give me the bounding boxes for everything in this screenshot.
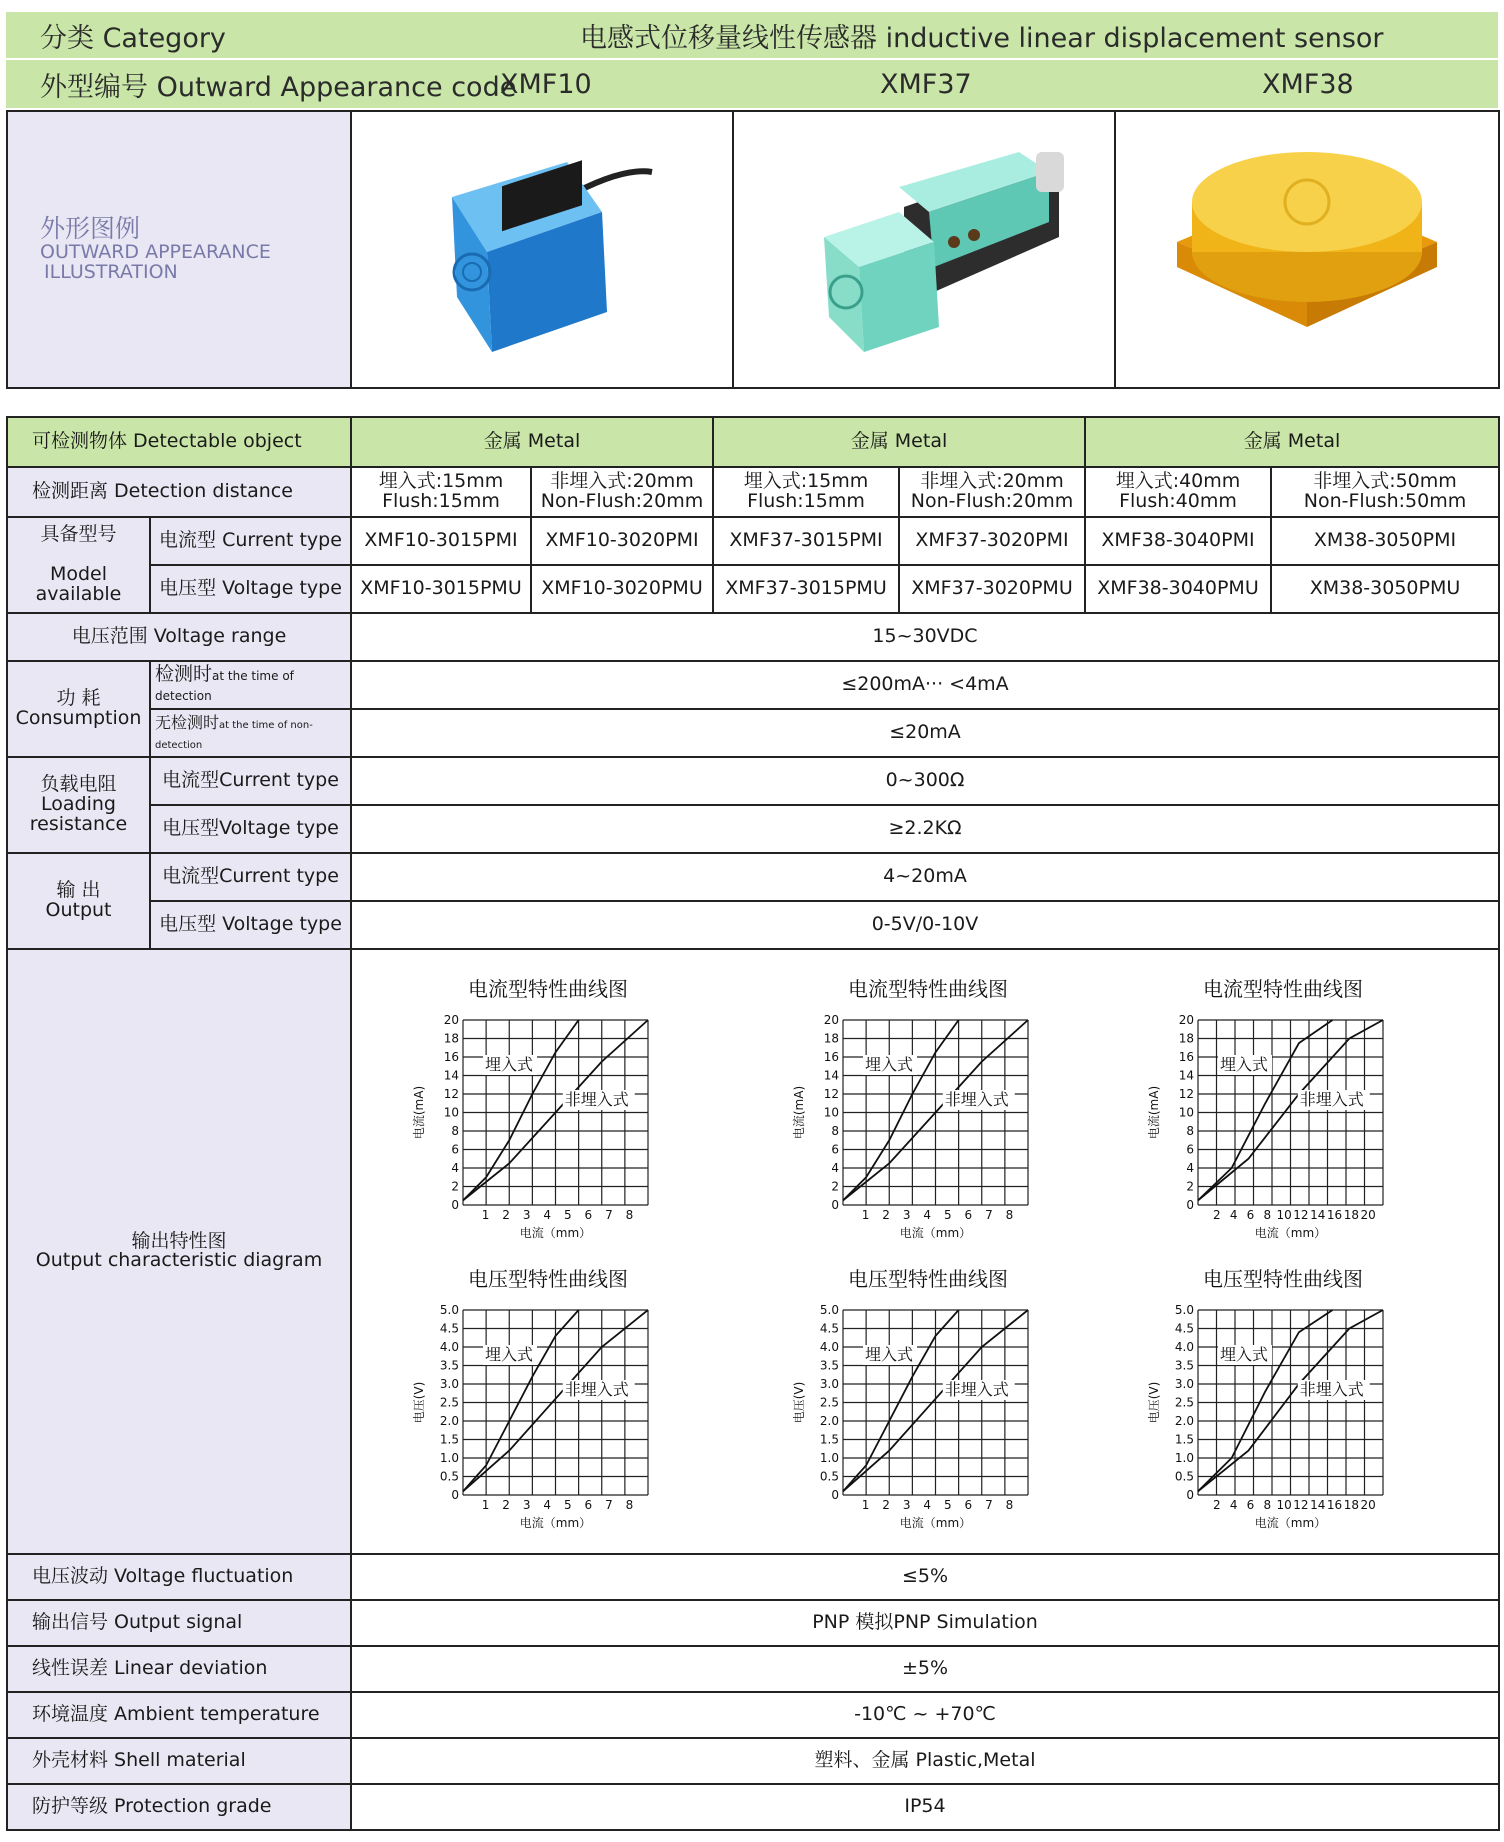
y-tick-label: 12 bbox=[1178, 1087, 1194, 1101]
y-tick-label: 1.0 bbox=[439, 1451, 459, 1465]
y-tick-label: 1.5 bbox=[439, 1432, 459, 1447]
x-tick-label: 3 bbox=[522, 1208, 531, 1222]
x-tick-label: 6 bbox=[584, 1498, 593, 1512]
diagram-en: Output characteristic diagram bbox=[35, 1249, 323, 1272]
distance-line1: 埋入式:15mm bbox=[743, 470, 869, 493]
signal-value: PNP 模拟PNP Simulation bbox=[351, 1600, 1499, 1646]
x-tick-label: 3 bbox=[522, 1498, 531, 1512]
current-model: XMF37-3015PMI bbox=[713, 517, 899, 565]
y-tick-label: 6 bbox=[1186, 1142, 1194, 1157]
model-label-cn: 具备型号 bbox=[40, 523, 117, 546]
consumption-cn: 功 耗 bbox=[56, 687, 101, 710]
x-tick-label: 18 bbox=[1343, 1208, 1360, 1222]
x-tick-label: 5 bbox=[563, 1498, 572, 1512]
appearance-table bbox=[6, 110, 1500, 389]
x-tick-label: 8 bbox=[625, 1498, 634, 1512]
y-tick-label: 18 bbox=[443, 1031, 459, 1046]
x-tick-label: 5 bbox=[943, 1208, 952, 1222]
output-current-value: 4~20mA bbox=[351, 853, 1499, 901]
loading-voltage-label: 电压型Voltage type bbox=[150, 805, 351, 853]
x-tick-label: 8 bbox=[625, 1208, 634, 1222]
spec-table bbox=[6, 416, 1500, 1831]
y-tick-label: 10 bbox=[823, 1105, 839, 1120]
series-label: 埋入式 bbox=[485, 1345, 534, 1364]
loading-en1: Loading bbox=[41, 793, 116, 816]
appearance-label-en2: ILLUSTRATION bbox=[44, 260, 178, 283]
x-tick-label: 6 bbox=[1246, 1208, 1255, 1222]
x-tick-label: 18 bbox=[1343, 1498, 1360, 1512]
grade-label: 防护等级 Protection grade bbox=[7, 1784, 351, 1830]
characteristic-charts bbox=[353, 950, 1497, 1548]
y-tick-label: 14 bbox=[823, 1068, 839, 1083]
chart-title: 电压型特性曲线图 bbox=[1203, 1267, 1363, 1291]
y-tick-label: 5.0 bbox=[1174, 1303, 1194, 1317]
linear-value: ±5% bbox=[351, 1646, 1499, 1692]
x-tick-label: 8 bbox=[1005, 1498, 1014, 1512]
chart-title: 电流型特性曲线图 bbox=[1203, 977, 1363, 1001]
flush-curve bbox=[1198, 1310, 1333, 1491]
fluctuation-value: ≤5% bbox=[351, 1554, 1499, 1600]
y-tick-label: 8 bbox=[1186, 1124, 1194, 1138]
y-tick-label: 3.5 bbox=[1174, 1358, 1194, 1373]
chart-title: 电压型特性曲线图 bbox=[848, 1267, 1008, 1291]
x-tick-label: 1 bbox=[861, 1208, 870, 1222]
y-tick-label: 16 bbox=[823, 1050, 839, 1064]
flush-curve bbox=[843, 1310, 959, 1491]
x-tick-label: 8 bbox=[1263, 1208, 1272, 1222]
y-tick-label: 20 bbox=[1178, 1013, 1194, 1027]
y-tick-label: 6 bbox=[831, 1142, 839, 1157]
consumption-en: Consumption bbox=[15, 707, 142, 729]
diagram-label bbox=[7, 949, 351, 1554]
x-tick-label: 7 bbox=[605, 1498, 613, 1512]
y-tick-label: 0.5 bbox=[819, 1469, 839, 1484]
distance-line1: 埋入式:40mm bbox=[1115, 470, 1241, 493]
shell-value: 塑料、金属 Plastic,Metal bbox=[351, 1738, 1499, 1784]
y-tick-label: 2.5 bbox=[819, 1395, 839, 1410]
x-tick-label: 5 bbox=[943, 1498, 952, 1512]
y-tick-label: 1.5 bbox=[819, 1432, 839, 1447]
flush-curve bbox=[463, 1310, 579, 1491]
model-available-label bbox=[7, 517, 150, 613]
diagram-area bbox=[351, 949, 1499, 1554]
output-voltage-value: 0-5V/0-10V bbox=[351, 901, 1499, 949]
x-tick-label: 1 bbox=[861, 1498, 870, 1512]
appearance-code-label: 外型编号 Outward Appearance code bbox=[40, 71, 517, 103]
distance-line2: Non-Flush:20mm bbox=[910, 490, 1074, 512]
loading-voltage-value: ≥2.2KΩ bbox=[351, 805, 1499, 853]
x-tick-label: 4 bbox=[923, 1208, 932, 1222]
consumption-label bbox=[7, 661, 150, 757]
x-tick-label: 12 bbox=[1293, 1498, 1309, 1512]
y-tick-label: 3.0 bbox=[819, 1377, 839, 1391]
distance-line2: Non-Flush:20mm bbox=[540, 490, 704, 512]
x-axis-label: 电流（mm） bbox=[519, 1516, 592, 1530]
current-model: XM38-3050PMI bbox=[1271, 517, 1499, 565]
loading-current-label: 电流型Current type bbox=[150, 757, 351, 805]
x-tick-label: 4 bbox=[543, 1498, 552, 1512]
y-tick-label: 10 bbox=[1178, 1105, 1194, 1120]
x-tick-label: 2 bbox=[882, 1498, 890, 1512]
y-tick-label: 0 bbox=[1186, 1488, 1194, 1502]
x-tick-label: 16 bbox=[1326, 1208, 1343, 1222]
loading-label bbox=[7, 757, 150, 853]
voltage-range-label: 电压范围 Voltage range bbox=[7, 613, 351, 661]
flush-curve bbox=[463, 1020, 579, 1200]
model-code-xmf37: XMF37 bbox=[880, 68, 972, 100]
voltage-model: XMF10-3015PMU bbox=[351, 565, 531, 613]
x-tick-label: 2 bbox=[1212, 1498, 1221, 1512]
current-model: XMF37-3020PMI bbox=[899, 517, 1085, 565]
y-tick-label: 8 bbox=[451, 1124, 459, 1138]
shell-label: 外壳材料 Shell material bbox=[7, 1738, 351, 1784]
category-value: 电感式位移量线性传感器 inductive linear displacement sensor bbox=[580, 22, 1384, 54]
x-tick-label: 6 bbox=[964, 1498, 973, 1512]
model-label-en: Model available bbox=[35, 563, 122, 605]
y-tick-label: 20 bbox=[823, 1013, 839, 1027]
y-tick-label: 0 bbox=[831, 1198, 839, 1212]
detect-label bbox=[150, 661, 351, 709]
x-tick-label: 3 bbox=[902, 1208, 911, 1222]
y-tick-label: 14 bbox=[443, 1068, 459, 1083]
x-tick-label: 6 bbox=[584, 1208, 593, 1222]
distance-line1: 非埋入式:20mm bbox=[920, 470, 1064, 493]
flush-curve bbox=[1198, 1020, 1333, 1200]
distance-cell bbox=[1085, 467, 1271, 517]
chart-title: 电压型特性曲线图 bbox=[468, 1267, 628, 1291]
appearance-label-cn: 外形图例 bbox=[40, 214, 141, 244]
y-tick-label: 0 bbox=[1186, 1198, 1194, 1212]
voltage-model: XMF38-3040PMU bbox=[1085, 565, 1271, 613]
y-axis-label: 电压(V) bbox=[1147, 1381, 1161, 1424]
y-tick-label: 2.5 bbox=[439, 1395, 459, 1410]
distance-cell bbox=[899, 467, 1085, 517]
chart-title: 电流型特性曲线图 bbox=[848, 977, 1008, 1001]
appearance-label bbox=[7, 111, 351, 388]
fluctuation-label: 电压波动 Voltage fluctuation bbox=[7, 1554, 351, 1600]
y-tick-label: 18 bbox=[1178, 1031, 1194, 1046]
y-tick-label: 6 bbox=[451, 1142, 459, 1157]
y-tick-label: 4.5 bbox=[439, 1321, 459, 1336]
y-tick-label: 2 bbox=[1186, 1179, 1194, 1194]
y-axis-label: 电压(V) bbox=[412, 1381, 426, 1424]
distance-line2: Non-Flush:50mm bbox=[1303, 490, 1467, 512]
detect-label-en: at the time of detection bbox=[155, 669, 294, 703]
x-tick-label: 6 bbox=[1246, 1498, 1255, 1512]
model-code-xmf10: XMF10 bbox=[500, 68, 592, 100]
xmf38-sensor-image bbox=[1157, 127, 1457, 367]
x-tick-label: 4 bbox=[1229, 1498, 1238, 1512]
y-tick-label: 1.5 bbox=[1174, 1432, 1194, 1447]
loading-current-value: 0~300Ω bbox=[351, 757, 1499, 805]
current-model: XMF10-3020PMI bbox=[531, 517, 713, 565]
detectable-label: 可检测物体 Detectable object bbox=[7, 417, 351, 467]
distance-line2: Flush:40mm bbox=[1119, 490, 1237, 512]
x-tick-label: 7 bbox=[985, 1498, 993, 1512]
y-tick-label: 3.5 bbox=[819, 1358, 839, 1373]
distance-line1: 非埋入式:50mm bbox=[1313, 470, 1457, 493]
series-label: 非埋入式 bbox=[1299, 1380, 1364, 1399]
y-tick-label: 4.5 bbox=[1174, 1321, 1194, 1336]
x-axis-label: 电流（mm） bbox=[519, 1226, 592, 1240]
series-label: 埋入式 bbox=[1220, 1055, 1269, 1074]
series-label: 埋入式 bbox=[865, 1345, 914, 1364]
output-label bbox=[7, 853, 150, 949]
nondetect-label bbox=[150, 709, 351, 757]
x-tick-label: 16 bbox=[1326, 1498, 1343, 1512]
y-tick-label: 12 bbox=[823, 1087, 839, 1101]
y-axis-label: 电流(mA) bbox=[792, 1085, 806, 1140]
y-tick-label: 2.0 bbox=[819, 1414, 839, 1428]
y-tick-label: 0.5 bbox=[439, 1469, 459, 1484]
y-tick-label: 3.0 bbox=[1174, 1377, 1194, 1391]
voltage-range-value: 15~30VDC bbox=[351, 613, 1499, 661]
nondetect-value: ≤20mA bbox=[351, 709, 1499, 757]
xmf37-illustration bbox=[733, 111, 1115, 388]
nondetect-label-cn: 无检测时 bbox=[155, 713, 220, 733]
detect-label-cn: 检测时 bbox=[155, 663, 213, 686]
distance-cell bbox=[713, 467, 899, 517]
y-axis-label: 电流(mA) bbox=[1147, 1085, 1161, 1140]
y-tick-label: 3.5 bbox=[439, 1358, 459, 1373]
x-axis-label: 电流（mm） bbox=[1254, 1226, 1327, 1240]
y-tick-label: 4.0 bbox=[439, 1340, 459, 1354]
y-tick-label: 0 bbox=[451, 1198, 459, 1212]
y-tick-label: 16 bbox=[443, 1050, 459, 1064]
x-axis-label: 电流（mm） bbox=[1254, 1516, 1327, 1530]
flush-curve bbox=[843, 1020, 959, 1200]
x-axis-label: 电流（mm） bbox=[899, 1516, 972, 1530]
y-tick-label: 0 bbox=[451, 1488, 459, 1502]
x-tick-label: 10 bbox=[1276, 1208, 1292, 1222]
x-tick-label: 4 bbox=[1229, 1208, 1238, 1222]
voltage-model: XMF37-3015PMU bbox=[713, 565, 899, 613]
voltage-model: XMF10-3020PMU bbox=[531, 565, 713, 613]
output-current-label: 电流型Current type bbox=[150, 853, 351, 901]
series-label: 非埋入式 bbox=[944, 1090, 1009, 1109]
y-tick-label: 2.5 bbox=[1174, 1395, 1194, 1410]
distance-line1: 非埋入式:20mm bbox=[550, 470, 694, 493]
xmf10-illustration bbox=[351, 111, 733, 388]
x-axis-label: 电流（mm） bbox=[899, 1226, 972, 1240]
x-tick-label: 20 bbox=[1360, 1498, 1376, 1512]
x-tick-label: 12 bbox=[1293, 1208, 1309, 1222]
x-tick-label: 3 bbox=[902, 1498, 911, 1512]
series-label: 非埋入式 bbox=[564, 1090, 629, 1109]
output-voltage-label: 电压型 Voltage type bbox=[150, 901, 351, 949]
series-label: 非埋入式 bbox=[1299, 1090, 1364, 1109]
distance-label: 检测距离 Detection distance bbox=[7, 467, 351, 517]
model-code-xmf38: XMF38 bbox=[1262, 68, 1354, 100]
y-tick-label: 4 bbox=[831, 1161, 839, 1175]
y-tick-label: 1.0 bbox=[1174, 1451, 1194, 1465]
grade-value: IP54 bbox=[351, 1784, 1499, 1830]
appearance-label-en1: OUTWARD APPEARANCE bbox=[40, 240, 271, 263]
series-label: 埋入式 bbox=[485, 1055, 534, 1074]
distance-line2: Flush:15mm bbox=[382, 490, 500, 512]
detectable-xmf38: 金属 Metal bbox=[1085, 417, 1499, 467]
y-tick-label: 0 bbox=[831, 1488, 839, 1502]
y-tick-label: 2.0 bbox=[439, 1414, 459, 1428]
y-tick-label: 12 bbox=[443, 1087, 459, 1101]
nondetect-label-en: at the time of non-detection bbox=[155, 720, 313, 751]
y-tick-label: 2 bbox=[451, 1179, 459, 1194]
diagram-cn: 输出特性图 bbox=[131, 1229, 227, 1252]
y-tick-label: 4 bbox=[451, 1161, 459, 1175]
x-tick-label: 1 bbox=[481, 1208, 490, 1222]
y-tick-label: 0.5 bbox=[1174, 1469, 1194, 1484]
x-tick-label: 20 bbox=[1360, 1208, 1376, 1222]
x-tick-label: 1 bbox=[481, 1498, 490, 1512]
signal-label: 输出信号 Output signal bbox=[7, 1600, 351, 1646]
y-tick-label: 20 bbox=[443, 1013, 459, 1027]
y-tick-label: 8 bbox=[831, 1124, 839, 1138]
appearance-code-header bbox=[6, 60, 1498, 108]
series-label: 埋入式 bbox=[1220, 1345, 1269, 1364]
y-tick-label: 2 bbox=[831, 1179, 839, 1194]
x-tick-label: 2 bbox=[502, 1208, 510, 1222]
x-tick-label: 2 bbox=[882, 1208, 890, 1222]
y-tick-label: 4.5 bbox=[819, 1321, 839, 1336]
y-tick-label: 4.0 bbox=[819, 1340, 839, 1354]
y-tick-label: 14 bbox=[1178, 1068, 1194, 1083]
distance-line2: Flush:15mm bbox=[747, 490, 865, 512]
xmf10-sensor-image bbox=[392, 127, 692, 367]
loading-en2: resistance bbox=[29, 812, 128, 835]
x-tick-label: 5 bbox=[563, 1208, 572, 1222]
detectable-xmf37: 金属 Metal bbox=[713, 417, 1085, 467]
loading-cn: 负载电阻 bbox=[40, 773, 117, 796]
y-tick-label: 18 bbox=[823, 1031, 839, 1046]
y-tick-label: 4 bbox=[1186, 1161, 1194, 1175]
x-tick-label: 2 bbox=[502, 1498, 510, 1512]
current-model: XMF38-3040PMI bbox=[1085, 517, 1271, 565]
y-tick-label: 2.0 bbox=[1174, 1414, 1194, 1428]
series-label: 非埋入式 bbox=[944, 1380, 1009, 1399]
y-tick-label: 1.0 bbox=[819, 1451, 839, 1465]
chart-title: 电流型特性曲线图 bbox=[468, 977, 628, 1001]
x-tick-label: 8 bbox=[1005, 1208, 1014, 1222]
detect-value: ≤200mA··· <4mA bbox=[351, 661, 1499, 709]
y-tick-label: 3.0 bbox=[439, 1377, 459, 1391]
y-axis-label: 电压(V) bbox=[792, 1381, 806, 1424]
output-en: Output bbox=[45, 899, 112, 921]
x-tick-label: 14 bbox=[1310, 1498, 1326, 1512]
y-tick-label: 5.0 bbox=[439, 1303, 459, 1317]
voltage-model: XM38-3050PMU bbox=[1271, 565, 1499, 613]
voltage-type-label: 电压型 Voltage type bbox=[150, 565, 351, 613]
series-label: 埋入式 bbox=[865, 1055, 914, 1074]
series-label: 非埋入式 bbox=[564, 1380, 629, 1399]
x-tick-label: 10 bbox=[1276, 1498, 1292, 1512]
x-tick-label: 7 bbox=[985, 1208, 993, 1222]
x-tick-label: 4 bbox=[543, 1208, 552, 1222]
linear-label: 线性误差 Linear deviation bbox=[7, 1646, 351, 1692]
detectable-xmf10: 金属 Metal bbox=[351, 417, 713, 467]
y-tick-label: 4.0 bbox=[1174, 1340, 1194, 1354]
x-tick-label: 2 bbox=[1212, 1208, 1221, 1222]
x-tick-label: 6 bbox=[964, 1208, 973, 1222]
x-tick-label: 14 bbox=[1310, 1208, 1326, 1222]
temperature-value: -10℃ ~ +70℃ bbox=[351, 1692, 1499, 1738]
output-cn: 输 出 bbox=[56, 879, 101, 902]
current-type-label: 电流型 Current type bbox=[150, 517, 351, 565]
y-tick-label: 16 bbox=[1178, 1050, 1194, 1064]
distance-cell bbox=[1271, 467, 1499, 517]
distance-cell bbox=[531, 467, 713, 517]
category-header bbox=[6, 12, 1498, 58]
y-tick-label: 10 bbox=[443, 1105, 459, 1120]
y-axis-label: 电流(mA) bbox=[412, 1085, 426, 1140]
xmf38-illustration bbox=[1115, 111, 1499, 388]
temperature-label: 环境温度 Ambient temperature bbox=[7, 1692, 351, 1738]
x-tick-label: 4 bbox=[923, 1498, 932, 1512]
distance-line1: 埋入式:15mm bbox=[378, 470, 504, 493]
category-label: 分类 Category bbox=[40, 22, 226, 54]
xmf37-sensor-image bbox=[774, 127, 1074, 367]
voltage-model: XMF37-3020PMU bbox=[899, 565, 1085, 613]
distance-cell bbox=[351, 467, 531, 517]
x-tick-label: 8 bbox=[1263, 1498, 1272, 1512]
x-tick-label: 7 bbox=[605, 1208, 613, 1222]
y-tick-label: 5.0 bbox=[819, 1303, 839, 1317]
current-model: XMF10-3015PMI bbox=[351, 517, 531, 565]
